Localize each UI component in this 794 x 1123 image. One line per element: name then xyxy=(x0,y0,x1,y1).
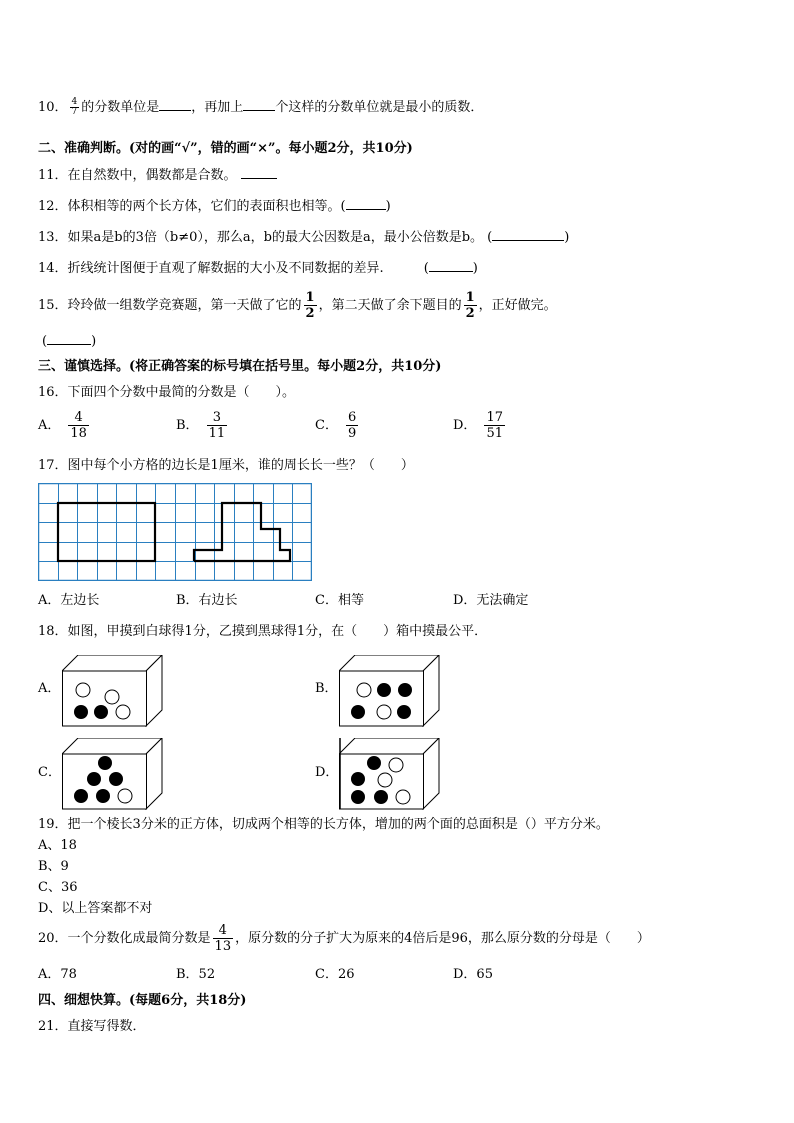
q17-left-rectangle xyxy=(58,503,155,561)
white-ball xyxy=(357,683,371,697)
q18-option-b-label[interactable]: B． xyxy=(315,681,338,696)
black-ball xyxy=(98,756,112,770)
q10-blank-1[interactable] xyxy=(159,98,191,111)
q10-blank-2[interactable] xyxy=(243,98,275,111)
q11-blank[interactable] xyxy=(241,166,277,179)
black-ball xyxy=(87,772,101,786)
black-ball xyxy=(351,705,365,719)
q19-option-b[interactable]: B、9 xyxy=(38,859,69,874)
black-ball xyxy=(351,790,365,804)
q15-answer: ( ) xyxy=(42,334,97,349)
white-ball xyxy=(377,705,391,719)
q18-box-c[interactable] xyxy=(62,738,164,810)
white-ball xyxy=(105,690,119,704)
question-14: 14．折线统计图便于直观了解数据的大小及不同数据的差异. ( ) xyxy=(38,261,478,276)
black-ball xyxy=(109,772,123,786)
q19-option-d[interactable]: D、以上答案都不对 xyxy=(38,901,153,916)
black-ball xyxy=(377,683,391,697)
black-ball xyxy=(398,683,412,697)
q13-blank[interactable] xyxy=(492,228,564,241)
q12-blank[interactable] xyxy=(346,197,386,210)
q20-option-c[interactable]: C．26 xyxy=(315,967,355,982)
black-ball xyxy=(351,772,365,786)
black-ball xyxy=(374,790,388,804)
q10-number: 10． xyxy=(38,100,68,115)
q17-option-a[interactable]: A．左边长 xyxy=(38,593,100,608)
section-3-heading: 三、谨慎选择。(将正确答案的标号填在括号里。每小题2分，共10分) xyxy=(38,359,442,374)
white-ball xyxy=(389,758,403,772)
question-13: 13．如果a是b的3倍（b≠0），那么a，b的最大公因数是a，最小公倍数是b。 ( ) xyxy=(38,230,570,245)
q20-option-d[interactable]: D．65 xyxy=(453,967,493,982)
q16-option-d[interactable]: D． $\frac{17}{51}$ xyxy=(453,410,503,441)
question-15: 15．玲玲做一组数学竞赛题，第一天做了它的 $\frac{1}{2}$ ，第二天做了余下题目的 $\frac{1}{2}$ ，正好做完。 xyxy=(38,290,557,321)
q15-blank[interactable] xyxy=(47,332,91,345)
white-ball xyxy=(118,789,132,803)
q18-box-a[interactable] xyxy=(62,655,164,727)
q18-option-a-label[interactable]: A． xyxy=(38,681,61,696)
q20-option-b[interactable]: B．52 xyxy=(176,967,216,982)
q16-option-c[interactable]: C． $\frac{6}{9}$ xyxy=(315,410,357,441)
black-ball xyxy=(74,789,88,803)
q19-option-c[interactable]: C、36 xyxy=(38,880,78,895)
black-ball xyxy=(367,756,381,770)
question-18-stem: 18．如图，甲摸到白球得1分，乙摸到黑球得1分，在（ ）箱中摸最公平． xyxy=(38,624,488,639)
q14-blank[interactable] xyxy=(429,259,473,272)
q18-box-d[interactable] xyxy=(339,738,441,810)
question-16-stem: 16．下面四个分数中最简的分数是（ ）。 xyxy=(38,385,296,400)
section-2-heading: 二、准确判断。(对的画“√”，错的画“×”。每小题2分，共10分) xyxy=(38,141,413,156)
white-ball xyxy=(76,683,90,697)
q20-option-a[interactable]: A．78 xyxy=(38,967,77,982)
question-12: 12．体积相等的两个长方体，它们的表面积也相等。( ) xyxy=(38,199,391,214)
q17-grid-figure xyxy=(38,483,312,581)
black-ball xyxy=(397,705,411,719)
black-ball xyxy=(96,789,110,803)
question-19-stem: 19．把一个棱长3分米的正方体，切成两个相等的长方体，增加的两个面的总面积是（）平方分米。 xyxy=(38,817,609,832)
black-ball xyxy=(94,705,108,719)
white-ball xyxy=(116,705,130,719)
q18-option-c-label[interactable]: C． xyxy=(38,765,61,780)
white-ball xyxy=(396,790,410,804)
q17-option-c[interactable]: C．相等 xyxy=(315,593,364,608)
question-21: 21．直接写得数． xyxy=(38,1019,146,1034)
q17-option-b[interactable]: B．右边长 xyxy=(176,593,238,608)
q10-fraction: $\frac{4}{7}$ xyxy=(71,97,78,117)
q17-right-shape xyxy=(194,503,290,561)
question-10: 10． $\frac{4}{7}$ 的分数单位是 ，再加上 个这样的分数单位就是最小的质数． xyxy=(38,97,484,117)
white-ball xyxy=(378,773,392,787)
q18-box-b[interactable] xyxy=(339,655,441,727)
q16-option-b[interactable]: B． $\frac{3}{11}$ xyxy=(176,410,226,441)
question-17-stem: 17．图中每个小方格的边长是1厘米，谁的周长长一些？（ ） xyxy=(38,458,414,473)
black-ball xyxy=(74,705,88,719)
section-4-heading: 四、细想快算。(每题6分，共18分) xyxy=(38,993,247,1008)
question-20-stem: 20．一个分数化成最简分数是 $\frac{4}{13}$ ，原分数的分子扩大为原来的4倍后是96，那么原分数的分母是（ ） xyxy=(38,923,650,954)
q17-option-d[interactable]: D．无法确定 xyxy=(453,593,529,608)
question-11: 11．在自然数中，偶数都是合数。 xyxy=(38,166,277,185)
q19-option-a[interactable]: A、18 xyxy=(38,838,77,853)
q18-option-d-label[interactable]: D． xyxy=(315,765,339,780)
q16-option-a[interactable]: A． $\frac{4}{18}$ xyxy=(38,410,87,441)
